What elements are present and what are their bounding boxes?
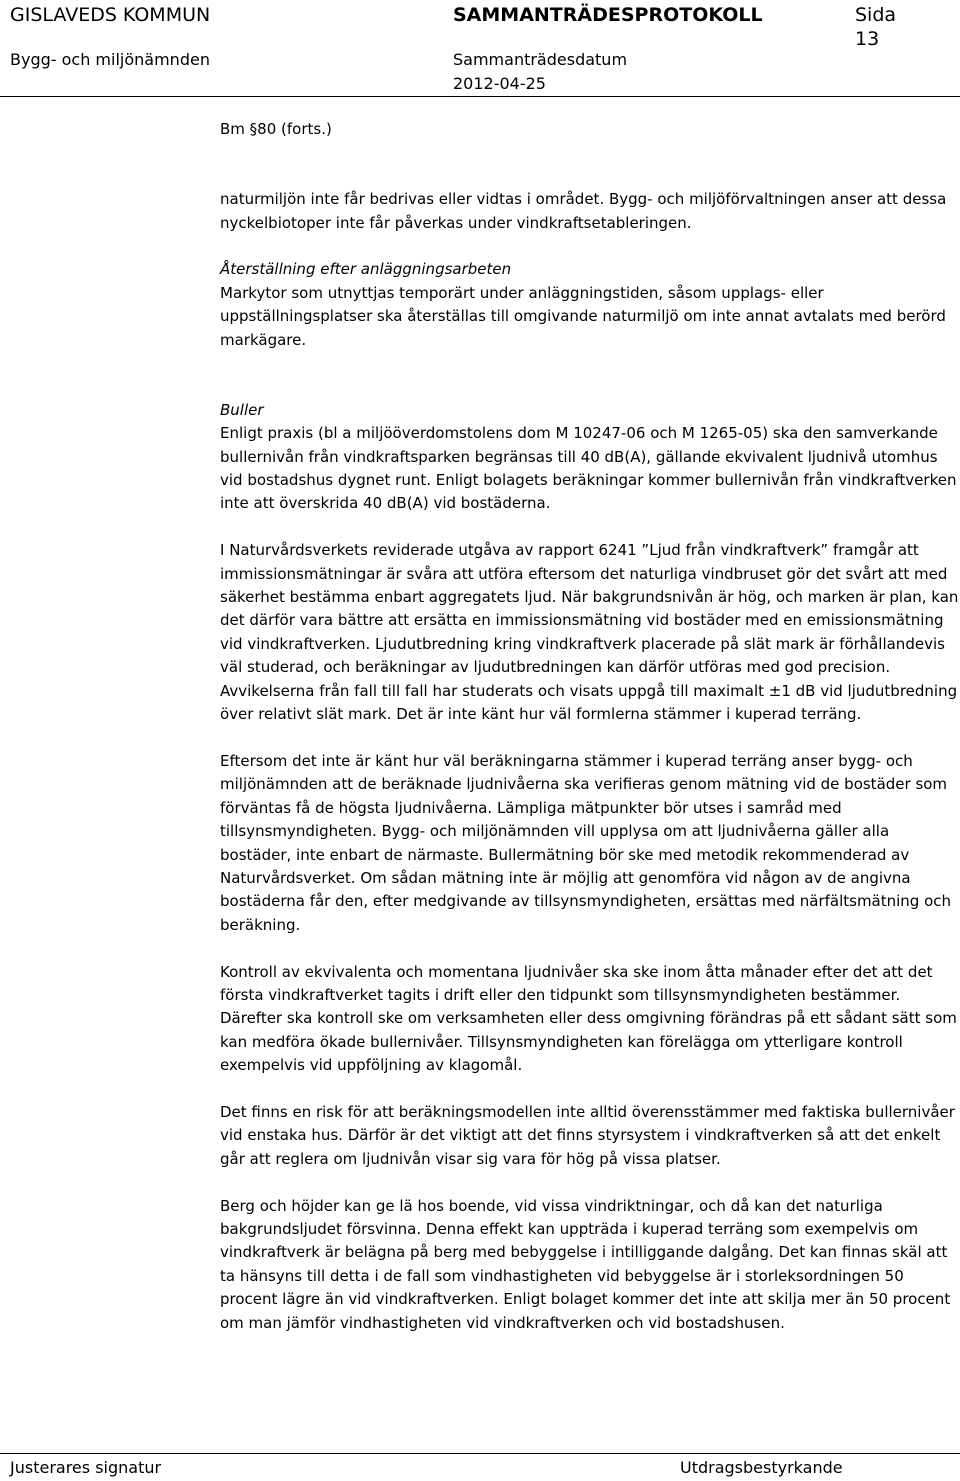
page-label: Sida [855,4,897,26]
paragraph-noise-1: Enligt praxis (bl a miljööverdomstolens dom M 10247-06 och M 1265-05) ska den samverkande bullernivån från vindkraftsparken begränsas till 40 dB(A), gällande ekvivalent ljudnivå utomhus vid bostadshus dygnet runt. Enligt bolagets beräkningar kommer bullernivån från vindkraftverken inte att överskrida 40 dB(A) vid bostäderna. [220,424,957,513]
document-type: SAMMANTRÄDESPROTOKOLL [453,4,763,26]
paragraph-noise-3: Eftersom det inte är känt hur väl beräkningarna stämmer i kuperad terräng anser bygg- och miljönämnden att de beräknade ljudnivåerna ska verifieras genom mätning vid de bostäder som förväntas få de högsta ljudnivåerna. Lämpliga mätpunkter bör utses i samråd med tillsynsmyndigheten. Bygg- och miljönämnden vill upplysa om att ljudnivåerna gäller alla bostäder, inte enbart de närmaste. Bullermätning bör ske med metodik rekommenderad av Naturvårdsverket. Om sådan mätning inte är möjlig att genomföra vid någon av de angivna bostäderna får den, efter medgivande av tillsynsmyndigheten, ersättas med närfältsmätning och beräkning. [220,751,952,934]
section-title: Bm §80 (forts.) [220,120,332,138]
meeting-date: 2012-04-25 [453,74,546,93]
paragraph-intro: naturmiljön inte får bedrivas eller vidtas i området. Bygg- och miljöförvaltningen anser att dessa nyckelbiotoper inte får påverkas under vindkraftsetableringen. [220,190,947,232]
section-noise [220,399,960,516]
heading-noise: Buller [220,400,264,419]
meeting-date-label: Sammanträdesdatum [453,50,628,69]
document-body [220,118,960,1358]
board-name: Bygg- och miljönämnden [10,50,210,69]
paragraph-noise-2: I Naturvårdsverkets reviderade utgåva av rapport 6241 ”Ljud från vindkraftverk” framgår att immissionsmätningar är svåra att utföra eftersom det naturliga vindbruset gör det svårt att med säkerhet bestämma enbart aggregatets ljud. När bakgrundsnivån är hög, och marken är plan, kan det därför vara bättre att ersätta en immissionsmätning vid bostäder med en emissionsmätning vid vindkraftverken. Ljudutbredning kring vindkraftverk placerade på slät mark är förhållandevis väl studerad, och beräkningar av ljudutbredningen kan därför utföras med god precision. Avvikelserna från fall till fall har studerats och visats uppgå till maximalt ±1 dB vid ljudutbredning över relativt slät mark. Det är inte känt hur väl formlerna stämmer i kuperad terräng. [220,541,959,724]
header-divider [0,96,960,97]
section-restoration [220,258,960,352]
paragraph-noise-5: Det finns en risk för att beräkningsmodellen inte alltid överensstämmer med faktiska bullernivåer vid enstaka hus. Därför är det viktigt att det finns styrsystem i vindkraftverken så att det enkelt går att reglera om ljudnivån visar sig vara för hög på vissa platser. [220,1102,955,1168]
paragraph-restoration: Markytor som utnyttjas temporärt under anläggningstiden, såsom upplags- eller uppställningsplatser ska återställas till omgivande naturmiljö om inte annat avtalats med berörd markägare. [220,283,946,349]
extract-verification-label: Utdragsbestyrkande [680,1458,843,1477]
page-number: 13 [855,28,880,50]
footer-divider [0,1453,960,1454]
heading-restoration: Återställning efter anläggningsarbeten [220,260,512,279]
paragraph-noise-6: Berg och höjder kan ge lä hos boende, vid vissa vindriktningar, och då kan det naturliga bakgrundsljudet försvinna. Denna effekt kan uppträda i kuperad terräng som exempelvis om vindkraftverk är belägna på berg med bebyggelse i intilliggande dalgång. Det kan finnas skäl att ta hänsyns till detta i de fall som vindhastigheten vid bebyggelse är i storleksordningen 50 procent lägre än vid vindkraftverken. Enligt bolaget kommer det inte att skilja mer än 50 procent om man jämför vindhastigheten vid vindkraftverken och vid bostadshusen. [220,1196,951,1332]
paragraph-noise-4: Kontroll av ekvivalenta och momentana ljudnivåer ska ske inom åtta månader efter det att det första vindkraftverket tagits i drift eller den tidpunkt som tillsynsmyndigheten bestämmer. Därefter ska kontroll ske om verksamheten eller dess omgivning förändras på ett sådant sätt som kan medföra ökade bullernivåer. Tillsynsmyndigheten kan förelägga om ytterligare kontroll exempelvis vid uppföljning av klagomål. [220,962,957,1075]
organization-name: GISLAVEDS KOMMUN [10,4,211,26]
adjuster-signature-label: Justerares signatur [10,1458,162,1477]
